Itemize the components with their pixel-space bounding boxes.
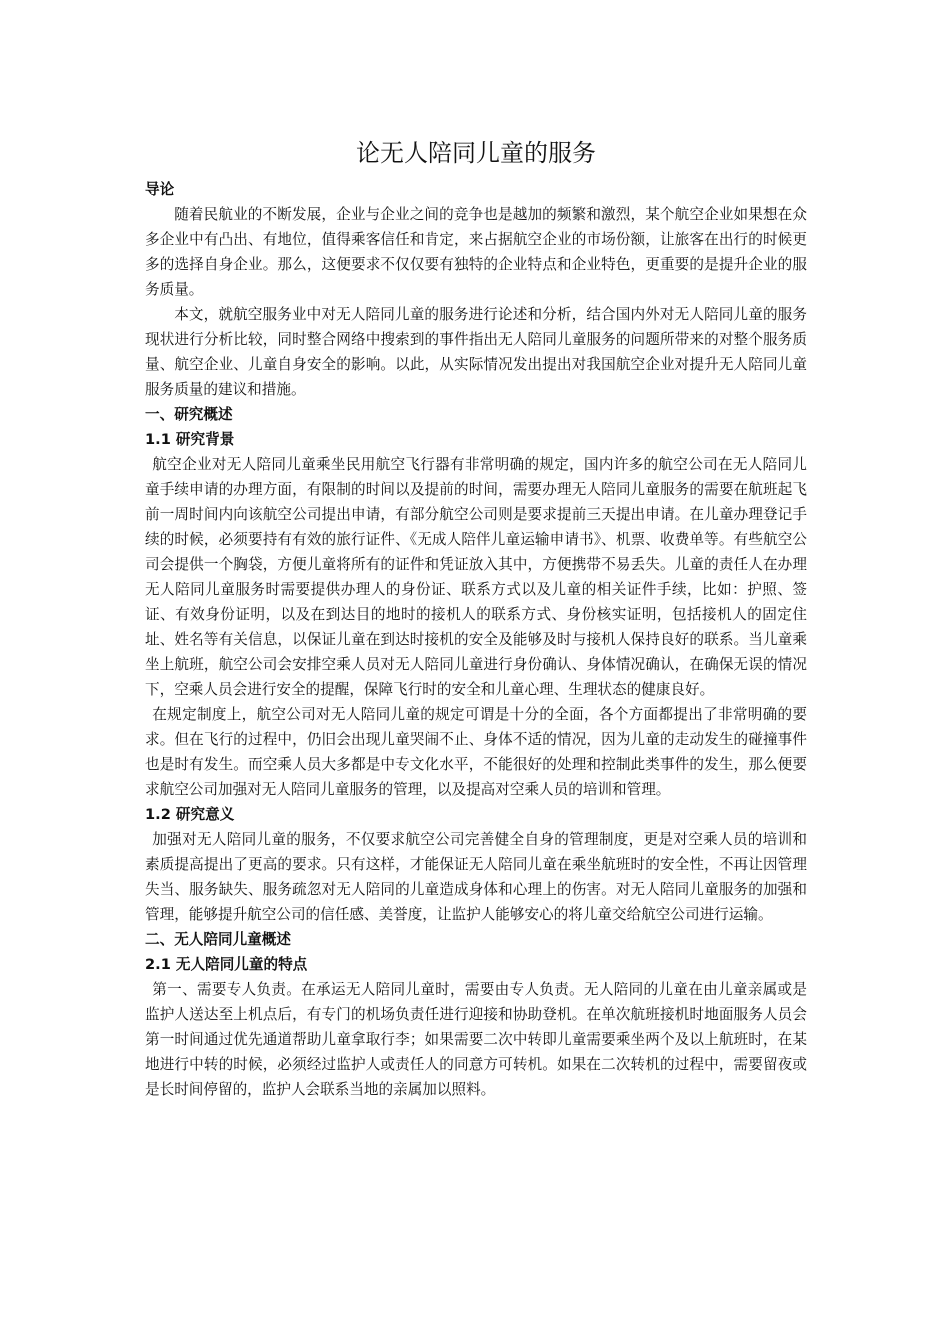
heading-section-2-1: 2.1 无人陪同儿童的特点 xyxy=(145,956,308,973)
heading-section-1: 一、研究概述 xyxy=(145,406,233,423)
heading-section-1-2: 1.2 研究意义 xyxy=(145,806,235,823)
paragraph-characteristics: 第一、需要专人负责。在承运无人陪同儿童时，需要由专人负责。无人陪同的儿童在由儿童亲属或是监护人送达至上机点后，有专门的机场负责任进行迎接和协助登机。在单次航班接机时地面服务人员会第一时间通过优先通道帮助儿童拿取行李；如果需要二次中转即儿童需要乘坐两个及以上航班时，在某地进行中转的时候，必须经过监护人或责任人的同意方可转机。如果在二次转机的过程中，需要留夜或是长时间停留的，监护人会联系当地的亲属加以照料。 xyxy=(145,981,807,1098)
paragraph-intro-2: 本文，就航空服务业中对无人陪同儿童的服务进行论述和分析，结合国内外对无人陪同儿童的服务现状进行分析比较，同时整合网络中搜索到的事件指出无人陪同儿童服务的问题所带来的对整个服务质量、航空企业、儿童自身安全的影响。以此，从实际情况发出提出对我国航空企业对提升无人陪同儿童服务质量的建议和措施。 xyxy=(145,306,807,398)
document-title: 论无人陪同儿童的服务 xyxy=(356,139,596,167)
document-page xyxy=(145,131,807,1102)
heading-introduction: 导论 xyxy=(145,181,175,198)
paragraph-background-1: 航空企业对无人陪同儿童乘坐民用航空飞行器有非常明确的规定，国内许多的航空公司在无人陪同儿童手续申请的办理方面，有限制的时间以及提前的时间，需要办理无人陪同儿童服务的需要在航班起飞前一周时间内向该航空公司提出申请，有部分航空公司则是要求提前三天提出申请。在儿童办理登记手续的时候，必须要持有有效的旅行证件、《无成人陪伴儿童运输申请书》、机票、收费单等。有些航空公司会提供一个胸袋，方便儿童将所有的证件和凭证放入其中，方便携带不易丢失。儿童的责任人在办理无人陪同儿童服务时需要提供办理人的身份证、联系方式以及儿童的相关证件手续，比如：护照、签证、有效身份证明，以及在到达目的地时的接机人的联系方式、身份核实证明，包括接机人的固定住址、姓名等有关信息，以保证儿童在到达时接机的安全及能够及时与接机人保持良好的联系。当儿童乘坐上航班，航空公司会安排空乘人员对无人陪同儿童进行身份确认、身体情况确认，在确保无误的情况下，空乘人员会进行安全的提醒，保障飞行时的安全和儿童心理、生理状态的健康良好。 xyxy=(145,456,807,698)
paragraph-significance: 加强对无人陪同儿童的服务，不仅要求航空公司完善健全自身的管理制度，更是对空乘人员的培训和素质提高提出了更高的要求。只有这样，才能保证无人陪同儿童在乘坐航班时的安全性，不再让因管理失当、服务缺失、服务疏忽对无人陪同的儿童造成身体和心理上的伤害。对无人陪同儿童服务的加强和管理，能够提升航空公司的信任感、美誉度，让监护人能够安心的将儿童交给航空公司进行运输。 xyxy=(145,831,807,923)
heading-section-1-1: 1.1 研究背景 xyxy=(145,431,235,448)
paragraph-background-2: 在规定制度上，航空公司对无人陪同儿童的规定可谓是十分的全面，各个方面都提出了非常明确的要求。但在飞行的过程中，仍旧会出现儿童哭闹不止、身体不适的情况，因为儿童的走动发生的碰撞事件也是时有发生。而空乘人员大多都是中专文化水平，不能很好的处理和控制此类事件的发生，那么便要求航空公司加强对无人陪同儿童服务的管理，以及提高对空乘人员的培训和管理。 xyxy=(145,706,807,798)
heading-section-2: 二、无人陪同儿童概述 xyxy=(145,931,291,948)
paragraph-intro-1: 随着民航业的不断发展，企业与企业之间的竞争也是越加的频繁和激烈，某个航空企业如果想在众多企业中有凸出、有地位，值得乘客信任和肯定，来占据航空企业的市场份额，让旅客在出行的时候更多的选择自身企业。那么，这便要求不仅仅要有独特的企业特点和企业特色，更重要的是提升企业的服务质量。 xyxy=(145,206,807,298)
